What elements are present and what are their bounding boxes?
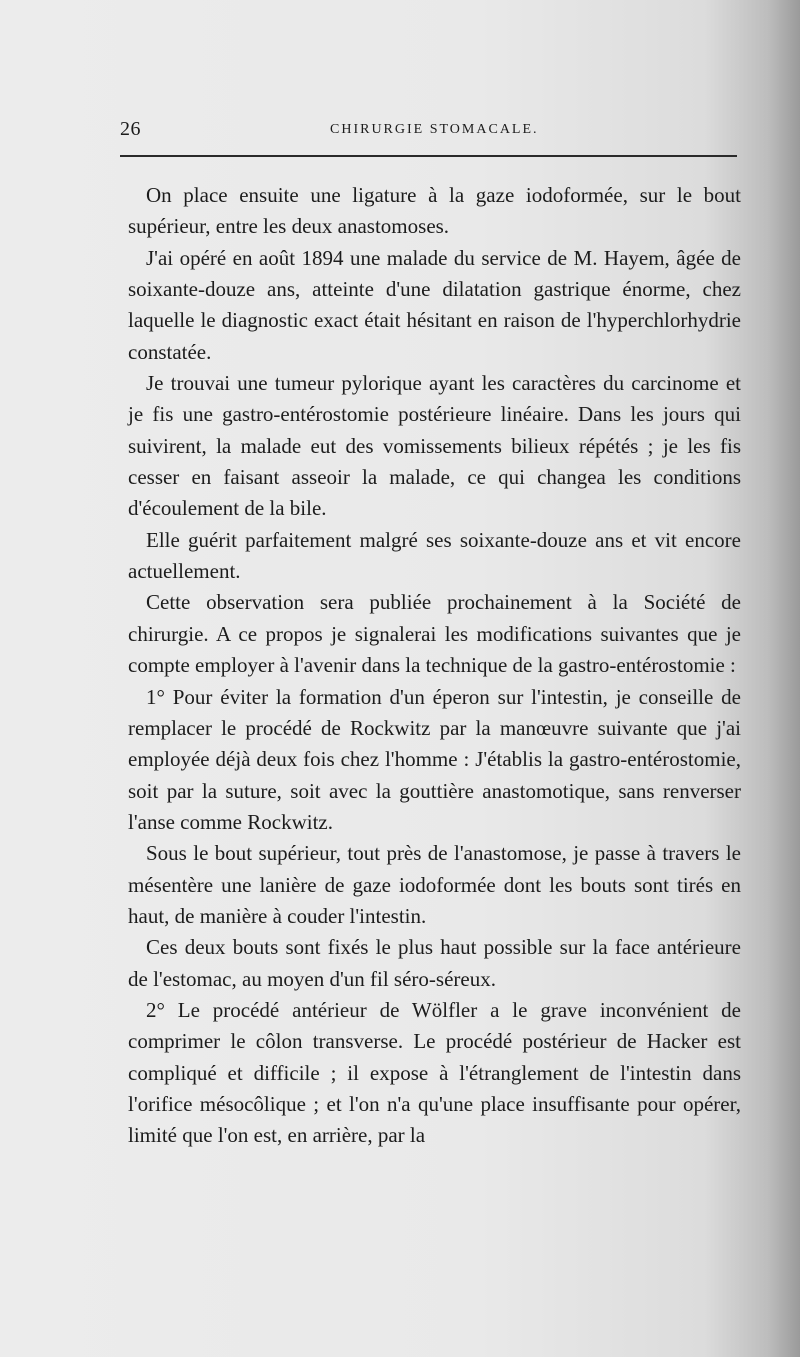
paragraph: 2° Le procédé antérieur de Wölfler a le grave inconvénient de comprimer le côlon transverse. Le procédé postérieur de Hacker est compliqué et difficile ; il expose à l'étranglement de l'intestin dans l'orifice mésocôlique ; et l'on n'a qu'une place insuffisante pour opérer, limité que l'on est, en arrière, par la — [128, 997, 741, 1148]
paragraph: J'ai opéré en août 1894 une malade du service de M. Hayem, âgée de soixante-douze ans, atteinte d'une dilatation gastrique énorme, chez laquelle le diagnostic exact était hésitant en raison de l'hyperchlorhydrie constatée. — [128, 245, 741, 364]
page-body — [128, 180, 741, 1152]
paragraph: Sous le bout supérieur, tout près de l'anastomose, je passe à travers le mésentère une lanière de gaze iodoformée dont les bouts sont tirés en haut, de manière à couder l'intestin. — [128, 841, 741, 928]
paragraph: Cette observation sera publiée prochainement à la Société de chirurgie. A ce propos je signalerai les modifications suivantes que je compte employer à l'avenir dans la technique de la gastro-entérostomie : — [128, 590, 741, 678]
paragraph: Elle guérit parfaitement malgré ses soixante-douze ans et vit encore actuellement. — [128, 527, 741, 584]
running-title: CHIRURGIE STOMACALE. — [330, 122, 539, 137]
header-rule — [120, 155, 737, 157]
page-header — [120, 118, 750, 142]
paragraph: 1° Pour éviter la formation d'un éperon sur l'intestin, je conseille de remplacer le procédé de Rockwitz par la manœuvre suivante que j'ai employée déjà deux fois chez l'homme : J'établis la gastro-entérostomie, soit par la suture, soit avec la gouttière anastomotique, sans renverser l'anse comme Rockwitz. — [128, 684, 741, 834]
paragraph: On place ensuite une ligature à la gaze iodoformée, sur le bout supérieur, entre les deux anastomoses. — [128, 183, 741, 239]
paragraph: Je trouvai une tumeur pylorique ayant les caractères du carcinome et je fis une gastro-entérostomie postérieure linéaire. Dans les jours qui suivirent, la malade eut des vomissements bilieux répétés ; je les fis cesser en faisant asseoir la malade, ce qui changea les conditions d'écoulement de la bile. — [128, 371, 741, 521]
page-number: 26 — [120, 118, 141, 140]
paragraph: Ces deux bouts sont fixés le plus haut possible sur la face antérieure de l'estomac, au moyen d'un fil séro-séreux. — [128, 935, 741, 991]
